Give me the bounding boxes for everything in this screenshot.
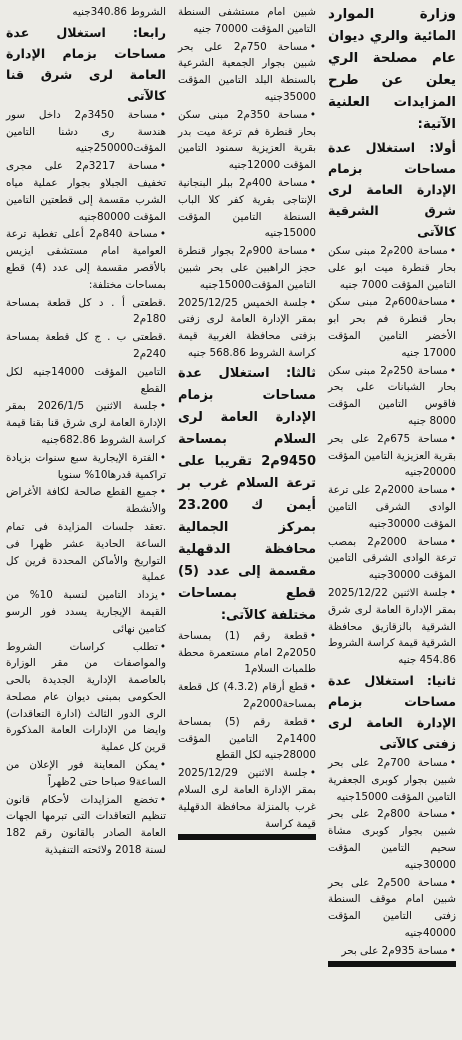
list-item: • مساحة 675م2 على بحر بقرية العزيزية التامين المؤقت 20000جنيه	[328, 431, 456, 481]
column-middle	[172, 0, 322, 1040]
section3-heading: ثالثا: استغلال عدة مساحات بزمام الإدارة العامة لرى السلام بمساحة 9450م2 تقريبا على ترعة السلام غرب بر أيمن ك 23.200 بمركز الجمالية محافظة الدقهلية مقسمة إلى عدد (5) قطع بمساحات مختلفة كالآتى:	[178, 365, 316, 623]
list-item: • يزداد التامين لنسبة 10% من القيمة الإيجارية يسدد فور الرسو كتامين نهائى	[6, 587, 166, 637]
list-item: .قطعتى ب . ج كل قطعة بمساحة 240م2	[6, 331, 166, 360]
list-item: • جميع القطع صالحة لكافة الأغراض والأنشطة	[6, 484, 166, 518]
column-left	[0, 0, 172, 1040]
session-info: • جلسة الخميس 2025/12/25 بمقر الإدارة العامة لرى زفتى بزفتى محافظة الغربية قيمة كراسة الشروط 568.86 جنيه	[178, 295, 316, 362]
list-item: • مساحة 3217م2 على مجرى تخفيف الجبلاو بجوار عملية مياه الشرب مقسمة إلى قطعتين التامين المؤقت 80000جنيه	[6, 158, 166, 225]
list-item: .قطعتى أ . د كل قطعة بمساحة 180م2	[6, 296, 166, 326]
list-item: التامين المؤقت 14000جنيه لكل القطع	[6, 365, 167, 395]
list-item: • مساحة 700م2 على بحر شبين بجوار كوبرى الجعفرية التامين المؤقت 15000جنيه	[328, 755, 456, 805]
list-item: • مساحة 840م2 أعلى تغطية ترعة العوامية امام مستشفى ايزيس بالأقصر مقسمة إلى عدد (4) قطع بمساحات مختلفة:	[6, 226, 166, 293]
session-info: • جلسة الاثنين 2026/1/5 بمقر الإدارة العامة لرى شرق قنا بقنا قيمة كراسة الشروط 682.86جنيه	[6, 398, 166, 448]
list-item: • مساحة 400م2 ببلر البنجانية الإنتاجى بقرية كفر كلا الباب السنطة التامين المؤقت 15000جنيه	[178, 175, 316, 242]
column-separator	[328, 961, 456, 967]
list-item: الشروط 340.86جنيه	[72, 6, 166, 18]
list-item: • مساحة 350م2 مبنى سكن بحار قنطرة فم ترعة ميت بدر بقرية العزيزية سمنود التامين المؤقت 12000جنيه	[178, 107, 316, 174]
list-item: • تخضع المزايدات لأحكام قانون تنظيم التعاقدات التى تبرمها الجهات العامة الصادر بالقانون رقم 182 لسنة 2018 ولائحته التنفيذية	[6, 792, 166, 859]
list-item: • مساحة 2000م2 بمصب ترعة الوادى الشرقى التامين المؤقت 30000جنيه	[328, 534, 456, 584]
announcement-intro: وزارة الموارد المائية والري ديوان عام مصلحة الري يعلن عن طرح المزايدات العلنية الآتية:	[328, 7, 456, 132]
section4-heading: رابعا: استغلال عدة مساحات بزمام الإدارة العامة لرى شرق قنا كالآتى	[6, 24, 166, 103]
list-item: • مساحة 200م2 مبنى سكن بحار قنطرة ميت ابو على التامين المؤقت 7000 جنيه	[328, 243, 456, 293]
section1-heading: أولا: استغلال عدة مساحات بزمام الإدارة العامة لرى شرق الشرقية كالآتى	[328, 140, 456, 239]
list-item: • مساحة600م2 مبنى سكن بحار قنطرة فم بحر ابو الأخضر التامين المؤقت 17000 جنيه	[328, 294, 456, 361]
list-item: • مساحة 500م2 على بحر شبين امام موقف السنطة زفتى التامين المؤقت 40000جنيه	[328, 875, 456, 942]
list-item: • قطعة رقم (1) بمساحة 2050م2 امام مستعمرة محطة طلمبات السلام1	[178, 628, 316, 678]
list-item: • مساحة 935م2 على بحر	[328, 943, 456, 960]
list-item: • يمكن المعاينة فور الإعلان من الساعة9 صباحا حتى 2ظهراً	[6, 757, 166, 791]
list-item: • مساحة 750م2 على بحر شبين بجوار الجمعية الشرعية بالسنطة البلد التامين المؤقت 35000جنيه	[178, 39, 316, 106]
list-item: • تطلب كراسات الشروط والمواصفات من مقر الوزارة بالعاصمة الإدارية الجديدة بالحى الحكومى بمبنى ديوان عام مصلحة الرى الدور الثالث (ادارة التعاقدات) وايضا من الإدارات العامة المذكورة قرين كل عملية	[6, 639, 166, 757]
list-item: • مساحة 3450م2 داخل سور هندسة رى دشنا التامين المؤقت250000جنيه	[6, 107, 166, 157]
section2-heading: ثانيا: استغلال عدة مساحات بزمام الإدارة العامة لرى زفتى كالآتى	[328, 672, 456, 751]
list-item: • مساحة 2000م2 على ترعة الوادى الشرقى التامين المؤقت 30000جنيه	[328, 482, 456, 532]
list-item: • مساحة 800م2 على بحر شبين بجوار كوبرى مشاة سحيم التامين المؤقت 30000جنيه	[328, 806, 456, 873]
session-info: • جلسة الاثنين 2025/12/22 بمقر الإدارة العامة لرى شرق الشرقية بالزقازيق محافظة الشرقية قيمة كراسة الشروط 454.86 جنيه	[328, 585, 456, 669]
list-item: • الفترة الإيجارية سبع سنوات بزيادة تراكمية قدرها10% سنويا	[6, 450, 166, 484]
list-item: • قطعة رقم (5) بمساحة 1400م2 التامين المؤقت 28000جنيه لكل القطع	[178, 714, 316, 764]
list-item: .تعقد جلسات المزايدة فى تمام الساعة الحادية عشر ظهرا فى التواريخ والأماكن المحددة قرين كل عملية	[6, 520, 166, 584]
list-item: شبين امام مستشفى السنطة التامين المؤقت 70000 جنيه	[178, 6, 316, 35]
list-item: • مساحة 250م2 مبنى سكن بحار الشبانات على بحر فاقوس التامين المؤقت 8000 جنيه	[328, 363, 456, 430]
column-right	[322, 0, 462, 1040]
list-item: • قطع أرقام (4.3.2) كل قطعة بمساحة2000م2	[178, 679, 316, 713]
list-item: • مساحة 900م2 بجوار قنطرة حجز الراهبين على بحر شبين التامين المؤقت15000جنيه	[178, 243, 316, 293]
column-separator	[178, 834, 316, 840]
session-info: • جلسة الاثنين 2025/12/29 بمقر الإدارة العامة لرى السلام غرب بالمنزلة محافظة الدقهلية قيمة كراسة	[178, 765, 316, 832]
